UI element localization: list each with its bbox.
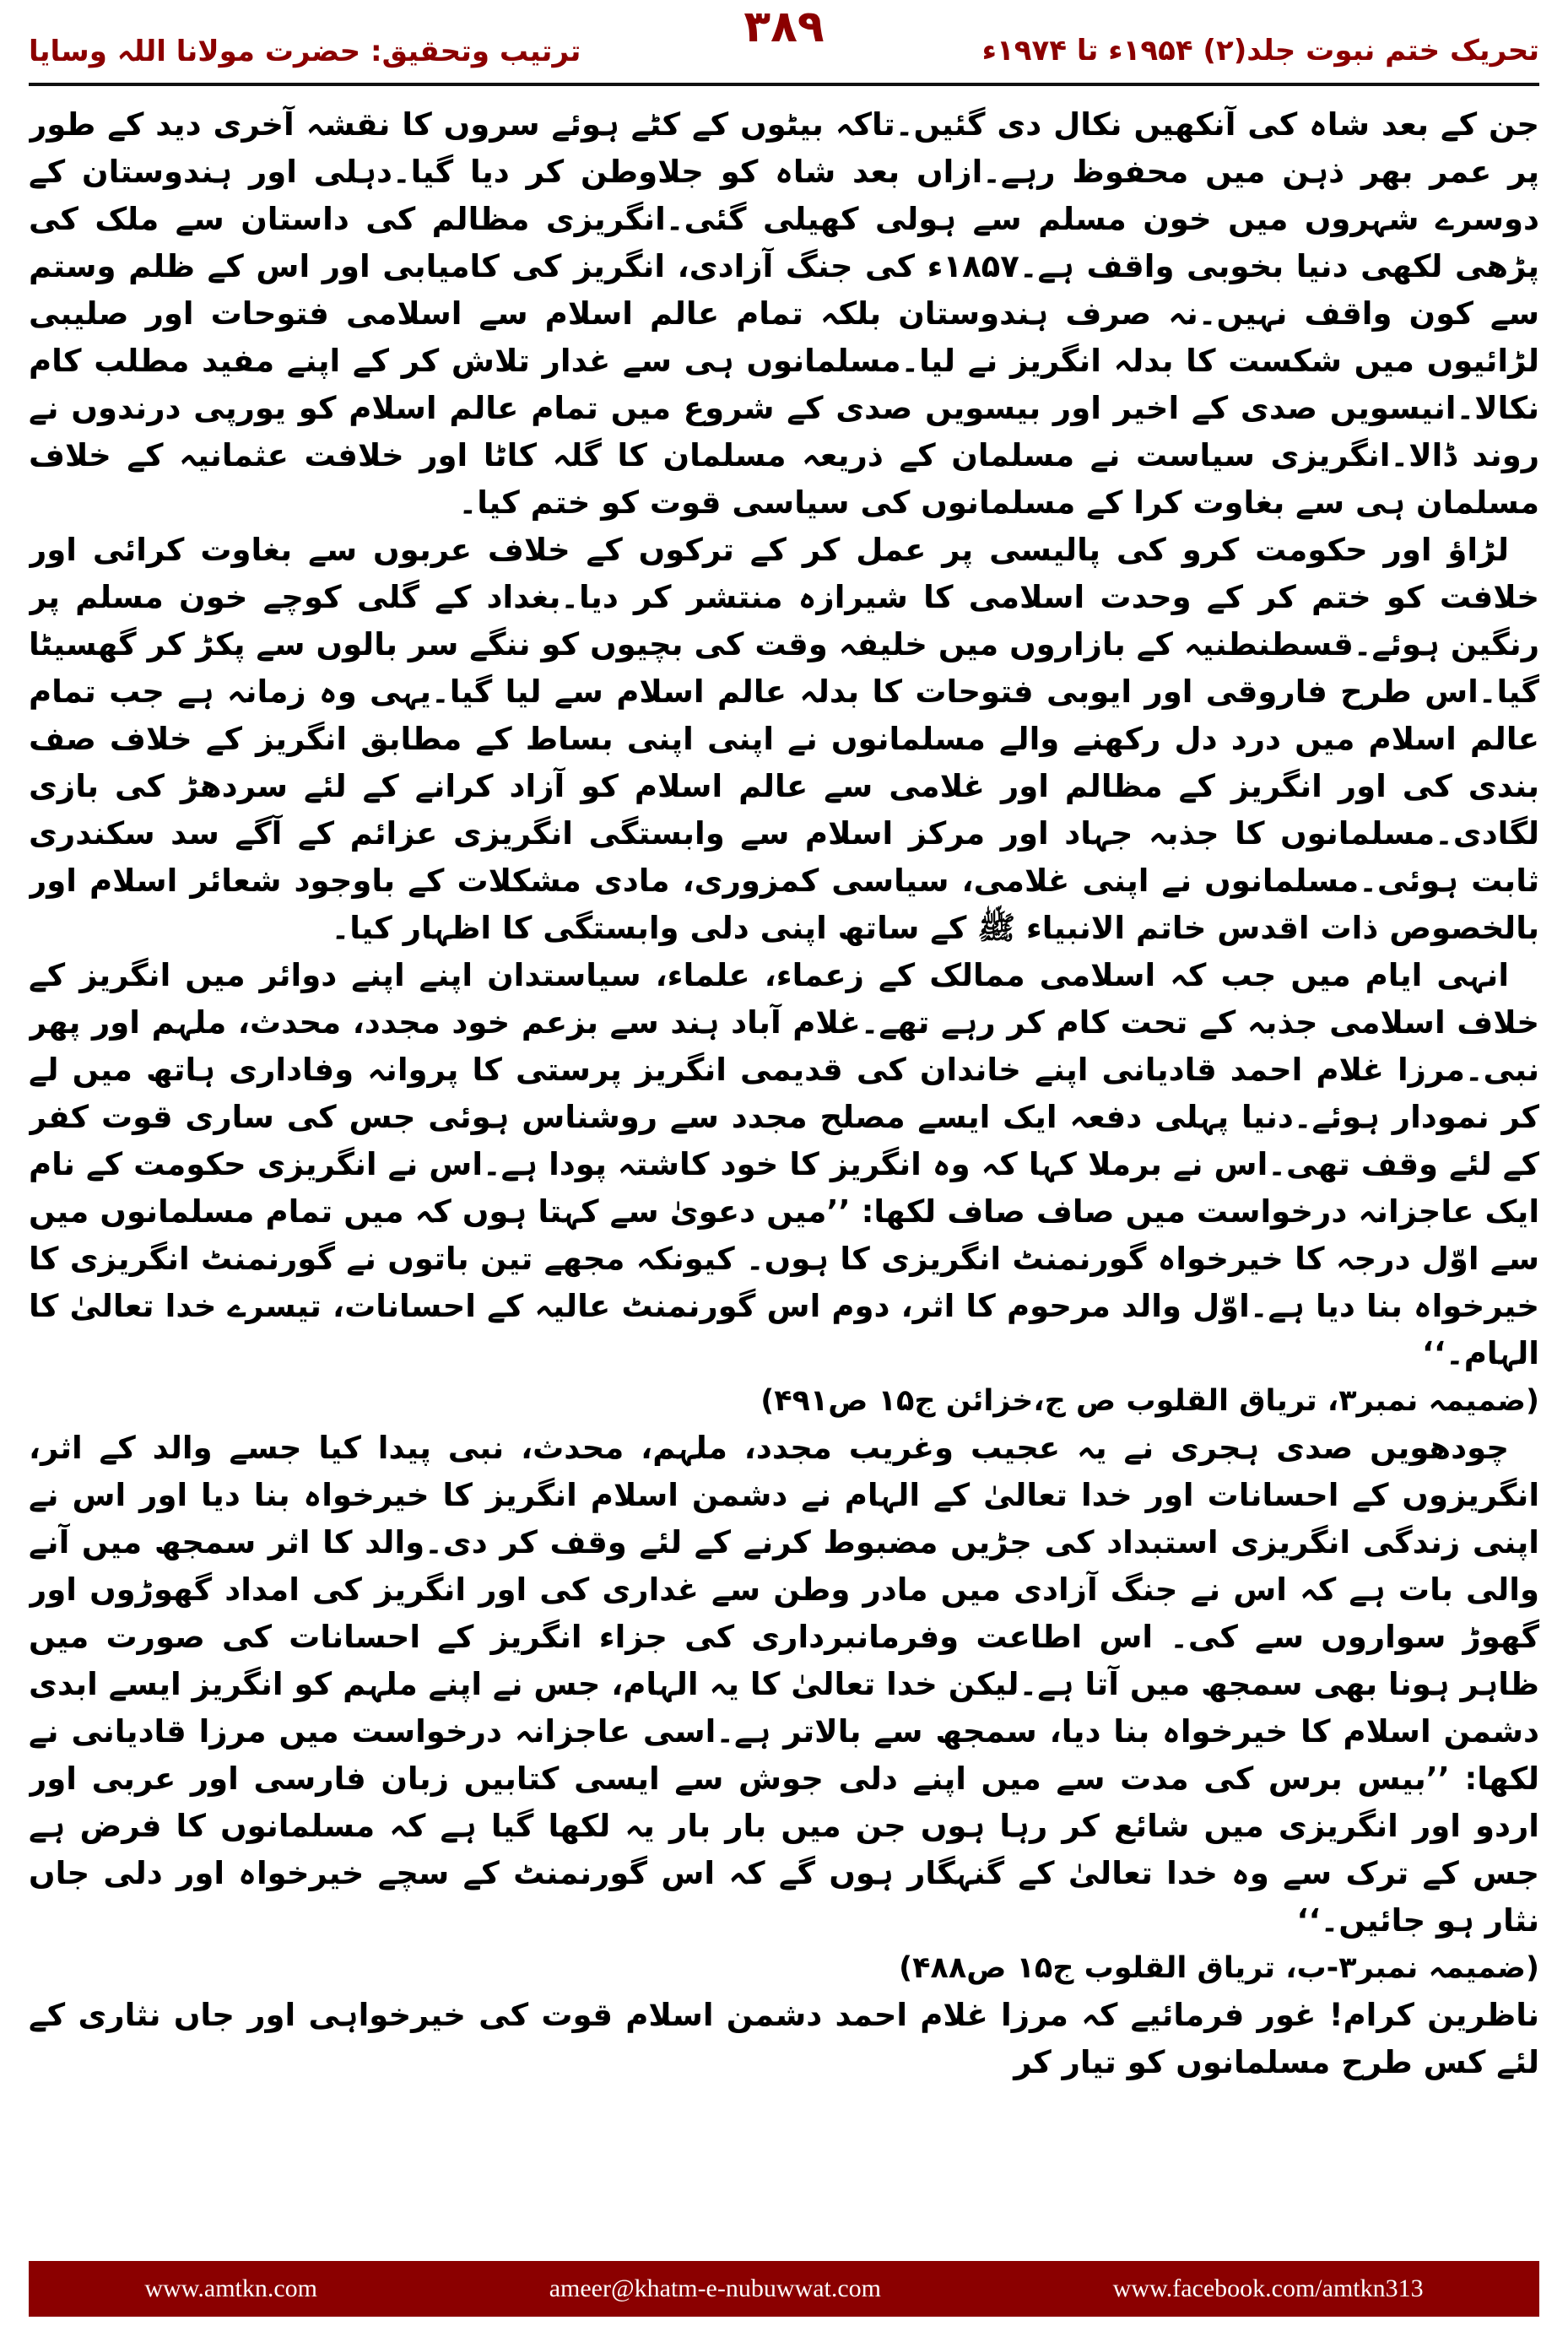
page-number: ۳۸۹ <box>743 2 825 52</box>
citation-1: (ضمیمہ نمبر۳، تریاق القلوب ص ج،خزائن ج۱۵ ص۴۹۱) <box>760 1384 1539 1418</box>
page-header <box>29 24 1539 78</box>
website-link[interactable]: www.amtkn.com <box>144 2274 318 2302</box>
paragraph-1: جن کے بعد شاہ کی آنکھیں نکال دی گئیں۔تاکہ بیٹوں کے کٹے ہوئے سروں کا نقشہ آخری دید کے طور پر عمر بھر ذہن میں محفوظ رہے۔ازاں بعد شاہ کو جلاوطن کر دیا گیا۔دہلی اور ہندوستان کے دوسرے شہروں میں خون مسلم سے ہولی کھیلی گئی۔انگریزی مظالم کی داستان سے ملک کی پڑھی لکھی دنیا بخوبی واقف ہے۔۱۸۵۷ء کی جنگ آزادی، انگریز کی کامیابی اور اس کے ظلم وستم سے کون واقف نہیں۔نہ صرف ہندوستان بلکہ تمام عالم اسلام سے اسلامی فتوحات اور صلیبی لڑائیوں میں شکست کا بدلہ انگریز نے لیا۔مسلمانوں ہی سے غدار تلاش کر کے اپنے مفید مطلب کام نکالا۔انیسویں صدی کے اخیر اور بیسویں صدی کے شروع میں تمام عالم اسلام کو یورپی درندوں نے روند ڈالا۔انگریزی سیاست نے مسلمان کے ذریعہ مسلمان کا گلہ کاٹا اور خلافت عثمانیہ کے خلاف مسلمان ہی سے بغاوت کرا کے مسلمانوں کی سیاسی قوت کو ختم کیا۔ <box>29 106 1539 521</box>
paragraph-3: انہی ایام میں جب کہ اسلامی ممالک کے زعماء، علماء، سیاستدان اپنے اپنے دوائر میں انگریز کے خلاف اسلامی جذبہ کے تحت کام کر رہے تھے۔غلام آباد ہند سے بزعم خود مجدد، محدث، ملہم اور پھر نبی۔مرزا غلام احمد قادیانی اپنے خاندان کی قدیمی انگریز پرستی کا پروانہ وفاداری ہاتھ میں لے کر نمودار ہوئے۔دنیا پہلی دفعہ ایک ایسے مصلح مجدد سے روشناس ہوئی جس کی ساری قوت کفر کے لئے وقف تھی۔اس نے برملا کہا کہ وہ انگریز کا خود کاشتہ پودا ہے۔اس نے انگریزی حکومت کے نام ایک عاجزانہ درخواست میں صاف صاف لکھا: ’’میں دعویٰ سے کہتا ہوں کہ میں تمام مسلمانوں میں سے اوّل درجہ کا خیرخواہ گورنمنٹ انگریزی کا ہوں۔ کیونکہ مجھے تین باتوں نے گورنمنٹ انگریزی کا خیرخواہ بنا دیا ہے۔اوّل والد مرحوم کا اثر، دوم اس گورنمنٹ عالیہ کے احسانات، تیسرے خدا تعالیٰ کا الہام۔‘‘ <box>29 957 1539 1371</box>
compiler-credit: ترتیب وتحقیق: حضرت مولانا اللہ وسایا <box>29 34 581 68</box>
email-link[interactable]: ameer@khatm-e-nubuwwat.com <box>549 2274 881 2302</box>
header-divider <box>29 83 1539 86</box>
citation-2: (ضمیمہ نمبر۳-ب، تریاق القلوب ج۱۵ ص۴۸۸) <box>899 1951 1539 1985</box>
page-body <box>29 101 1539 2249</box>
book-title: تحریک ختم نبوت جلد(۲) ۱۹۵۴ء تا ۱۹۷۴ء <box>981 34 1539 68</box>
paragraph-4: چودھویں صدی ہجری نے یہ عجیب وغریب مجدد، ملہم، محدث، نبی پیدا کیا جسے والد کے اثر، انگریزوں کے احسانات اور خدا تعالیٰ کے الہام نے دشمن اسلام انگریز کا خیرخواہ بنا دیا اور اس نے اپنی زندگی انگریزی استبداد کی جڑیں مضبوط کرنے کے لئے وقف کر دی۔والد کا اثر سمجھ میں آنے والی بات ہے کہ اس نے جنگ آزادی میں مادر وطن سے غداری کی اور انگریز کی امداد گھوڑوں اور گھوڑ سواروں سے کی۔ اس اطاعت وفرمانبرداری کی جزاء انگریز کے احسانات کی صورت میں ظاہر ہونا بھی سمجھ میں آتا ہے۔لیکن خدا تعالیٰ کا یہ الہام، جس نے اپنے ملہم کو انگریز ایسے ابدی دشمن اسلام کا خیرخواہ بنا دیا، سمجھ سے بالاتر ہے۔اسی عاجزانہ درخواست میں مرزا قادیانی نے لکھا: ’’بیس برس کی مدت سے میں اپنے دلی جوش سے ایسی کتابیں زبان فارسی اور عربی اور اردو اور انگریزی میں شائع کر رہا ہوں جن میں بار بار یہ لکھا گیا ہے کہ مسلمانوں کا فرض ہے جس کے ترک سے وہ خدا تعالیٰ کے گنہگار ہوں گے کہ اس گورنمنٹ کے سچے خیرخواہ اور دلی جاں نثار ہو جائیں۔‘‘ <box>29 1430 1539 1939</box>
facebook-link[interactable]: www.facebook.com/amtkn313 <box>1112 2274 1424 2302</box>
paragraph-2: لڑاؤ اور حکومت کرو کی پالیسی پر عمل کر کے ترکوں کے خلاف عربوں سے بغاوت کرائی اور خلافت کو ختم کر کے وحدت اسلامی کا شیرازہ منتشر کر دیا۔بغداد کے گلی کوچے خون مسلم پر رنگین ہوئے۔قسطنطنیہ کے بازاروں میں خلیفہ وقت کی بچیوں کو ننگے سر بالوں سے پکڑ کر گھسیٹا گیا۔اس طرح فاروقی اور ایوبی فتوحات کا بدلہ عالم اسلام سے لیا گیا۔یہی وہ زمانہ ہے جب تمام عالم اسلام میں درد دل رکھنے والے مسلمانوں نے اپنی اپنی بساط کے مطابق انگریز کے خلاف صف بندی کی اور انگریز کے مظالم اور غلامی سے عالم اسلام کو آزاد کرانے کے لئے سردھڑ کی بازی لگادی۔مسلمانوں کا جذبہ جہاد اور مرکز اسلام سے وابستگی انگریزی عزائم کے آگے سد سکندری ثابت ہوئی۔مسلمانوں نے اپنی غلامی، سیاسی کمزوری، مادی مشکلات کے باوجود شعائر اسلام اور بالخصوص ذات اقدس خاتم الانبیاء ﷺ کے ساتھ اپنی دلی وابستگی کا اظہار کیا۔ <box>29 532 1539 946</box>
footer-bar <box>29 2261 1539 2317</box>
paragraph-5: ناظرین کرام! غور فرمائیے کہ مرزا غلام احمد دشمن اسلام قوت کی خیرخواہی اور جاں نثاری کے لئے کس طرح مسلمانوں کو تیار کر <box>29 1997 1539 2080</box>
